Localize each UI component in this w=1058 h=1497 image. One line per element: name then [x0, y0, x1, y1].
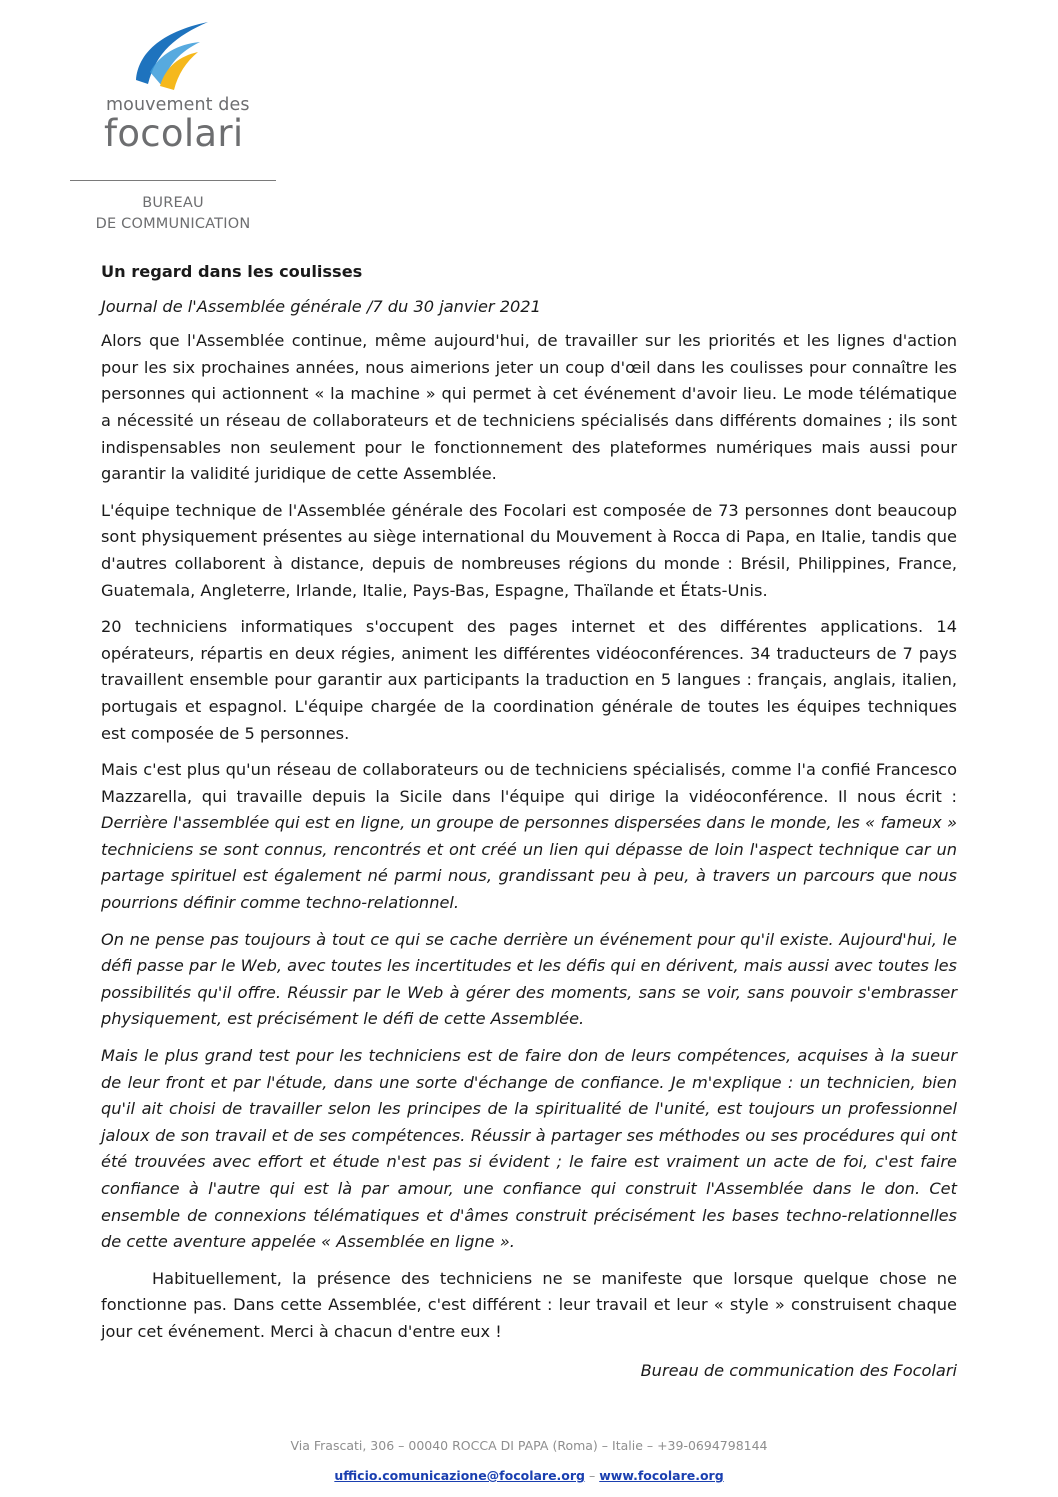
article-title: Un regard dans les coulisses: [101, 262, 363, 281]
paragraph-2: L'équipe technique de l'Assemblée générale des Focolari est composée de 73 personnes dont beaucoup sont physiquement présentes au siège international du Mouvement à Rocca di Papa, en Italie, tandis que d'autres collaborent à distance, depuis de nombreuses régions du monde : Brésil, Philippines, France, Guatemala, Angleterre, Irlande, Italie, Pays-Bas, Espagne, Thaïlande et États-Unis.: [101, 500, 957, 600]
bureau-line1: BUREAU: [142, 195, 204, 211]
paragraph-4-quote: Derrière l'assemblée qui est en ligne, un groupe de personnes dispersées dans le monde, les « fameux » techniciens se sont connus, rencontrés et ont créé un lien qui dépasse de loin l'aspect technique car un partage spirituel est également né parmi nous, grandissant peu à peu, à travers un parcours que nous pourrions définir comme techno-relationnel.: [101, 813, 957, 913]
header-divider: [70, 180, 276, 181]
footer-links: [0, 1468, 1058, 1483]
paragraph-4-intro: Mais c'est plus qu'un réseau de collaborateurs ou de techniciens spécialisés, comme l'a confié Francesco Mazzarella, qui travaille depuis la Sicile dans l'équipe qui dirige la vidéoconférence. Il nous écrit :: [101, 760, 957, 806]
website-link[interactable]: www.focolare.org: [599, 1468, 724, 1483]
signature: Bureau de communication des Focolari: [640, 1360, 957, 1380]
article-body: [101, 259, 957, 1400]
focolari-flame-icon: [130, 18, 210, 90]
footer-address: Via Frascati, 306 – 00040 ROCCA DI PAPA (Roma) – Italie – +39-0694798144: [290, 1438, 768, 1453]
logo-text-focolari: focolari: [104, 112, 244, 155]
focolari-logo: [100, 18, 260, 90]
email-link[interactable]: ufficio.comunicazione@focolare.org: [334, 1468, 586, 1483]
paragraph-7: Habituellement, la présence des techniciens ne se manifeste que lorsque quelque chose ne fonctionne pas. Dans cette Assemblée, c'est différent : leur travail et leur « style » construisent chaque jour cet événement. Merci à chacun d'entre eux !: [101, 1268, 957, 1341]
paragraph-4: [101, 757, 957, 917]
paragraph-5: On ne pense pas toujours à tout ce qui se cache derrière un événement pour qu'il existe. Aujourd'hui, le défi passe par le Web, avec toutes les incertitudes et les défis qui en dérivent, mais aussi avec toutes les possibilités qu'il offre. Réussir par le Web à gérer des moments, sans se voir, sans pouvoir s'embrasser physiquement, est précisément le défi de cette Assemblée.: [101, 929, 957, 1029]
logo-text-mouvement: mouvement des: [106, 95, 250, 115]
paragraph-3: 20 techniciens informatiques s'occupent des pages internet et des différentes applications. 14 opérateurs, répartis en deux régies, animent les différentes vidéoconférences. 34 traducteurs de 7 pays travaillent ensemble pour garantir aux participants la traduction en 5 langues : français, anglais, italien, portugais et espagnol. L'équipe chargée de la coordination générale de toutes les équipes techniques est composée de 5 personnes.: [101, 617, 957, 743]
footer-separator: –: [589, 1468, 596, 1483]
paragraph-1: Alors que l'Assemblée continue, même aujourd'hui, de travailler sur les priorités et les lignes d'action pour les six prochaines années, nous aimerions jeter un coup d'œil dans les coulisses pour connaître les personnes qui actionnent « la machine » qui permet à cet événement d'avoir lieu. Le mode télématique a nécessité un réseau de collaborateurs et de techniciens spécialisés dans différents domaines ; ils sont indispensables non seulement pour le fonctionnement des plateformes numériques mais aussi pour garantir la validité juridique de cette Assemblée.: [101, 331, 957, 484]
bureau-line2: DE COMMUNICATION: [95, 216, 251, 232]
bureau-label: [70, 193, 276, 235]
article-subtitle: Journal de l'Assemblée générale /7 du 30 janvier 2021: [101, 296, 541, 316]
paragraph-6: Mais le plus grand test pour les techniciens est de faire don de leurs compétences, acquises à la sueur de leur front et par l'étude, dans une sorte d'échange de confiance. Je m'explique : un technicien, bien qu'il ait choisi de travailler selon les principes de la spiritualité de l'unité, est toujours un professionnel jaloux de son travail et de ses compétences. Réussir à partager ses méthodes ou ses procédures qui ont été trouvées avec effort et étude n'est pas si évident ; le faire est vraiment un acte de foi, c'est faire confiance à l'autre qui est là par amour, une confiance qui construit l'Assemblée dans le don. Cet ensemble de connexions télématiques et d'âmes construit précisément les bases techno-relationnelles de cette aventure appelée « Assemblée en ligne ».: [101, 1046, 957, 1252]
